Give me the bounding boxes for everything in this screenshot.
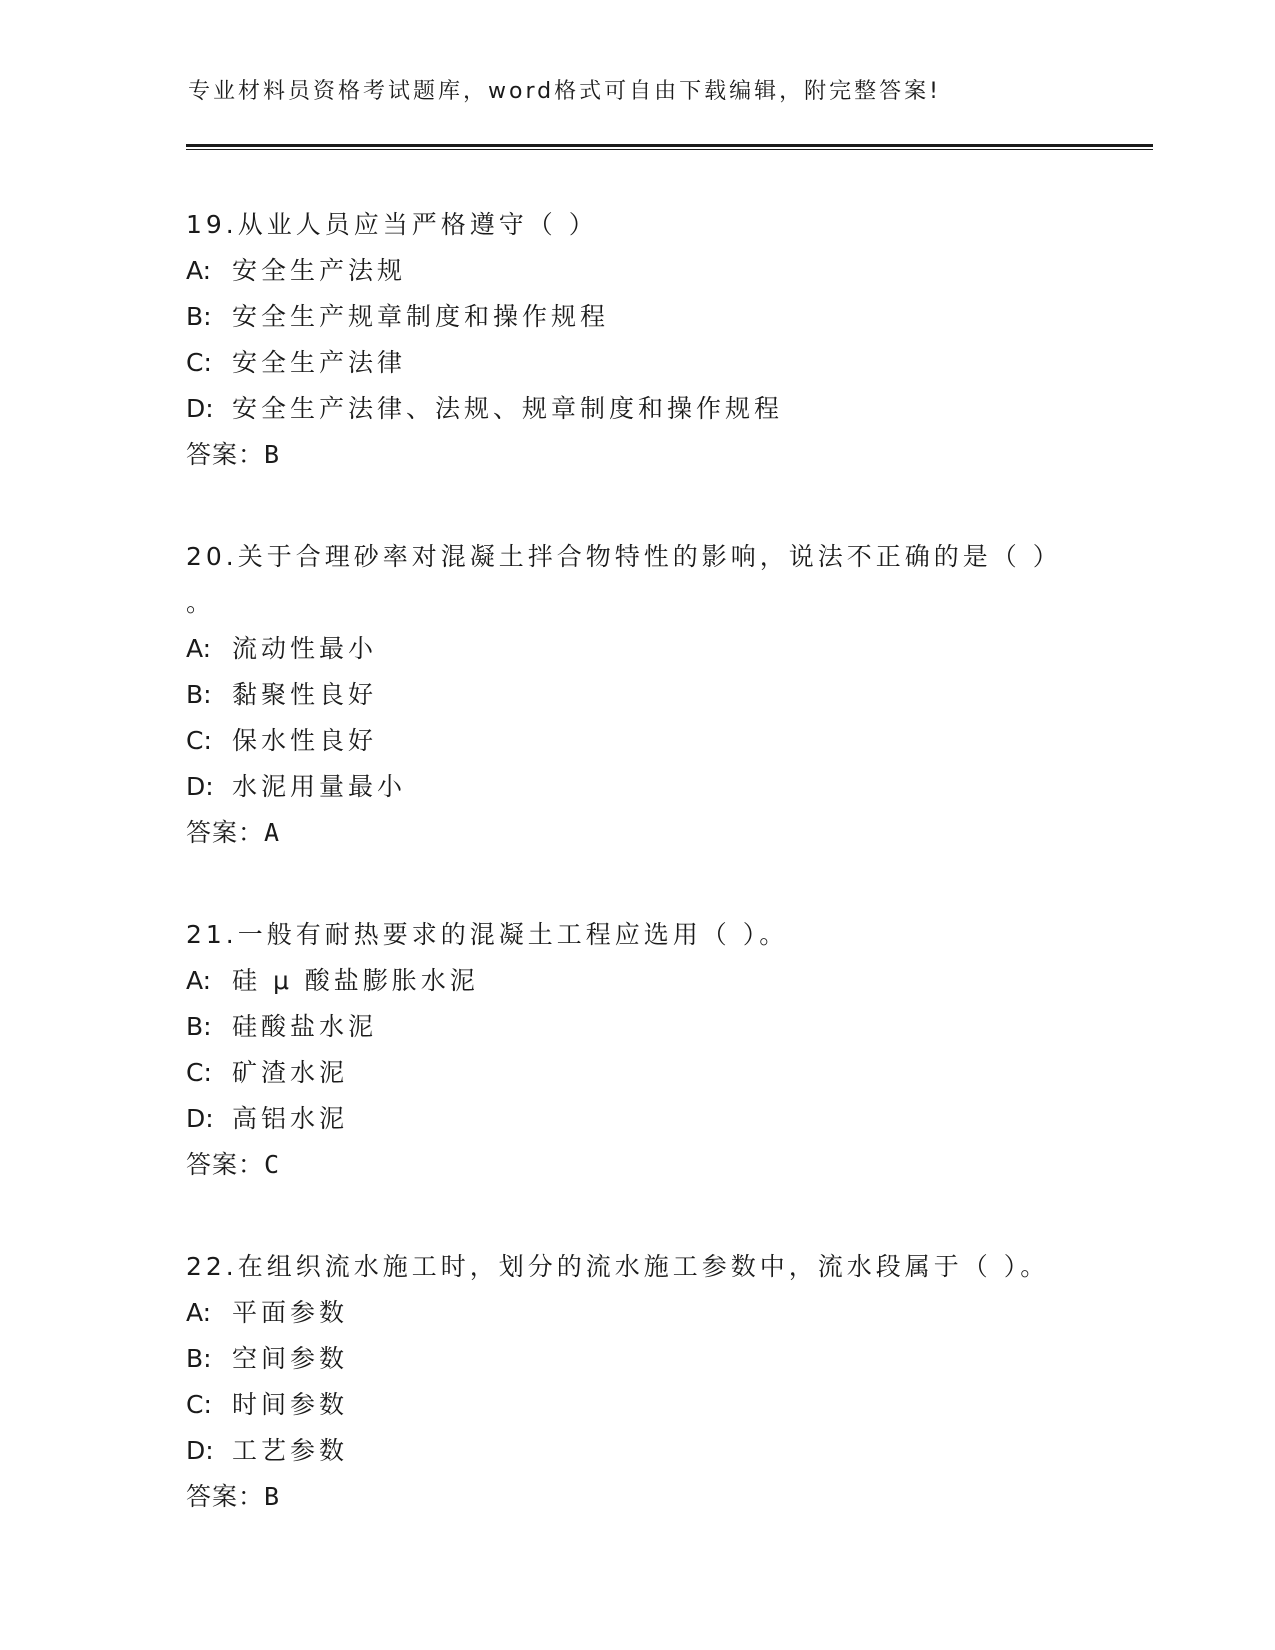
option-d xyxy=(186,1096,1086,1142)
option-b xyxy=(186,1004,1086,1050)
option-text: 硅酸盐水泥 xyxy=(232,1012,378,1041)
option-c xyxy=(186,1050,1086,1096)
option-letter: A: xyxy=(186,966,212,995)
option-letter: D: xyxy=(186,1104,214,1133)
option-letter: B: xyxy=(186,302,212,331)
option-text: 保水性良好 xyxy=(232,726,378,755)
option-d xyxy=(186,386,1086,432)
option-letter: A: xyxy=(186,1298,212,1327)
option-a xyxy=(186,248,1086,294)
option-text: 安全生产法律、法规、规章制度和操作规程 xyxy=(232,394,784,423)
question-list xyxy=(186,202,1086,1576)
answer-label: 答案： xyxy=(186,1482,265,1511)
header-divider-thick xyxy=(186,144,1153,147)
option-letter: C: xyxy=(186,1390,212,1419)
question-20 xyxy=(186,534,1086,856)
option-c xyxy=(186,340,1086,386)
option-text: 安全生产法律 xyxy=(232,348,407,377)
option-c xyxy=(186,1382,1086,1428)
option-c xyxy=(186,718,1086,764)
option-letter: B: xyxy=(186,1344,212,1373)
question-title: 19.从业人员应当严格遵守（ ） xyxy=(186,210,598,239)
option-text: 安全生产规章制度和操作规程 xyxy=(232,302,610,331)
answer-value: C xyxy=(264,1150,280,1179)
answer-label: 答案： xyxy=(186,1150,265,1179)
answer-line xyxy=(186,1474,1086,1520)
question-title-continuation: 。 xyxy=(186,588,216,617)
option-text: 时间参数 xyxy=(232,1390,349,1419)
question-22 xyxy=(186,1244,1086,1520)
question-19 xyxy=(186,202,1086,478)
option-letter: B: xyxy=(186,680,212,709)
answer-value: B xyxy=(264,1482,280,1511)
option-d xyxy=(186,1428,1086,1474)
answer-value: B xyxy=(264,440,280,469)
option-a xyxy=(186,958,1086,1004)
answer-label: 答案： xyxy=(186,818,265,847)
option-text: 高铝水泥 xyxy=(232,1104,349,1133)
page-header: 专业材料员资格考试题库，word格式可自由下载编辑，附完整答案! xyxy=(188,79,941,104)
option-text: 安全生产法规 xyxy=(232,256,407,285)
option-text: 工艺参数 xyxy=(232,1436,349,1465)
option-b xyxy=(186,294,1086,340)
option-letter: D: xyxy=(186,394,214,423)
option-letter: B: xyxy=(186,1012,212,1041)
answer-value: A xyxy=(264,818,280,847)
option-letter: A: xyxy=(186,256,212,285)
header-divider-thin xyxy=(186,149,1153,150)
option-a xyxy=(186,626,1086,672)
question-21 xyxy=(186,912,1086,1188)
question-title: 20.关于合理砂率对混凝土拌合物特性的影响，说法不正确的是（ ） xyxy=(186,542,1062,571)
option-text: 硅 μ 酸盐膨胀水泥 xyxy=(232,966,479,995)
answer-line xyxy=(186,432,1086,478)
option-text: 矿渣水泥 xyxy=(232,1058,349,1087)
question-title: 22.在组织流水施工时，划分的流水施工参数中，流水段属于（ ）。 xyxy=(186,1252,1050,1281)
option-text: 空间参数 xyxy=(232,1344,349,1373)
option-a xyxy=(186,1290,1086,1336)
option-letter: D: xyxy=(186,1436,214,1465)
question-title: 21.一般有耐热要求的混凝土工程应选用（ ）。 xyxy=(186,920,789,949)
option-text: 流动性最小 xyxy=(232,634,378,663)
option-letter: D: xyxy=(186,772,214,801)
answer-label: 答案： xyxy=(186,440,265,469)
option-letter: C: xyxy=(186,1058,212,1087)
option-b xyxy=(186,672,1086,718)
option-letter: C: xyxy=(186,348,212,377)
answer-line xyxy=(186,810,1086,856)
option-text: 平面参数 xyxy=(232,1298,349,1327)
option-letter: A: xyxy=(186,634,212,663)
answer-line xyxy=(186,1142,1086,1188)
option-letter: C: xyxy=(186,726,212,755)
option-b xyxy=(186,1336,1086,1382)
option-d xyxy=(186,764,1086,810)
option-text: 黏聚性良好 xyxy=(232,680,378,709)
option-text: 水泥用量最小 xyxy=(232,772,407,801)
